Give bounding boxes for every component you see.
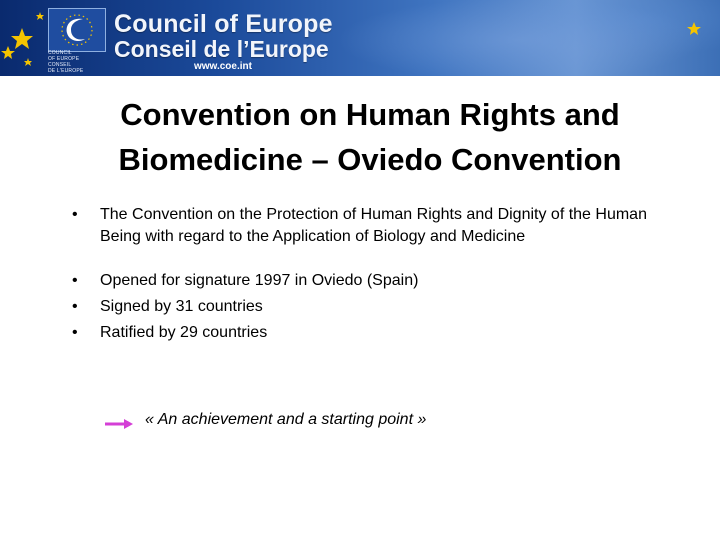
header-banner	[0, 0, 720, 76]
bullet-item: • The Convention on the Protection of Human Rights and Dignity of the Human Being with regard to the Application of Biology and Medicine	[72, 204, 682, 248]
logo-caption	[48, 50, 110, 74]
bullet-item: • Opened for signature 1997 in Oviedo (Spain)	[72, 270, 682, 292]
slide-title-line-2: Biomedicine – Oviedo Convention	[118, 142, 622, 177]
logo-caption-en-1: COUNCIL	[48, 50, 72, 56]
star-icon	[36, 12, 44, 20]
org-name-en: Council of Europe	[114, 10, 333, 38]
star-icon	[24, 58, 32, 66]
slide-title	[60, 92, 680, 182]
slide-title-line-1: Convention on Human Rights and	[120, 97, 620, 132]
logo-caption-en-2: OF EUROPE	[48, 56, 80, 62]
bullet-item: • Signed by 31 countries	[72, 296, 682, 318]
bullet-list	[72, 204, 682, 344]
org-url[interactable]: www.coe.int	[194, 61, 252, 72]
logo-caption-fr-2: DE L'EUROPE	[48, 68, 84, 74]
achievement-text: « An achievement and a starting point »	[145, 411, 427, 428]
council-of-europe-logo-icon	[48, 8, 106, 52]
star-icon	[687, 22, 701, 35]
star-icon	[1, 46, 15, 59]
logo-caption-fr-1: CONSEIL	[48, 62, 72, 68]
right-arrow-icon	[104, 418, 134, 430]
star-icon	[11, 28, 33, 49]
org-name-fr: Conseil de l’Europe	[114, 36, 329, 62]
bullet-item: • Ratified by 29 countries	[72, 322, 682, 344]
